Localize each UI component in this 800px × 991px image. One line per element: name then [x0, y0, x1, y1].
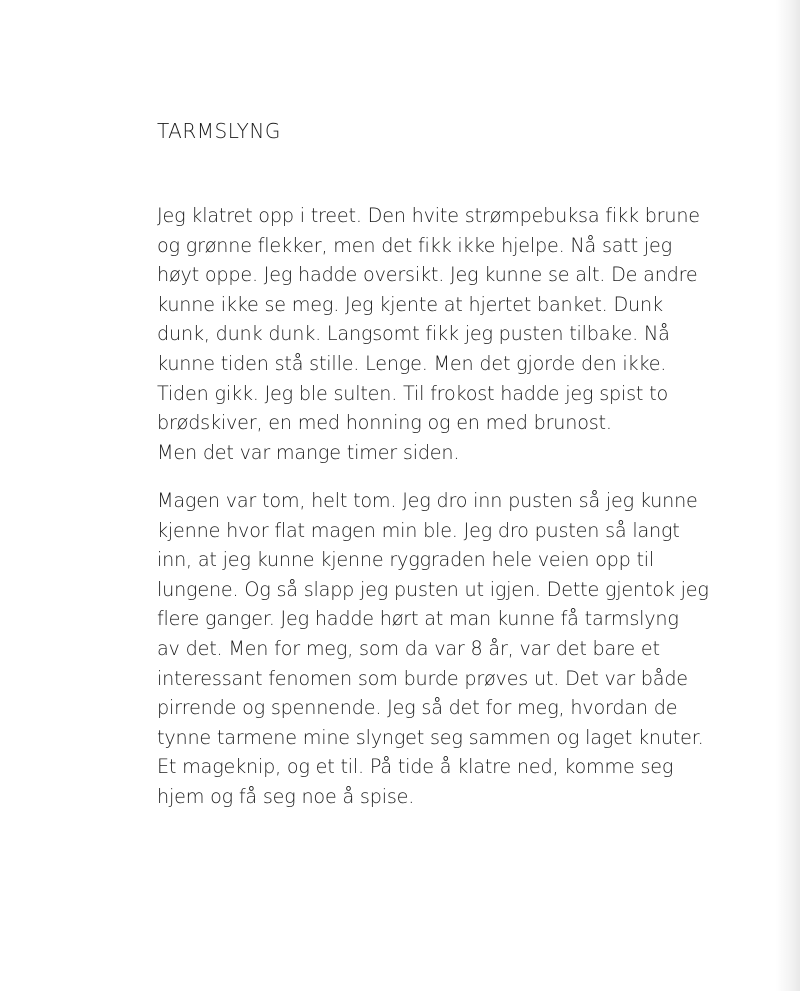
paragraph-1	[157, 201, 700, 467]
text-line: flere ganger. Jeg hadde hørt at man kunne få tarmslyng	[157, 607, 679, 631]
text-line: høyt oppe. Jeg hadde oversikt. Jeg kunne se alt. De andre	[157, 263, 698, 287]
text-line: kunne tiden stå stille. Lenge. Men det gjorde den ikke.	[157, 351, 667, 375]
paragraph-2	[157, 486, 709, 812]
text-line: hjem og få seg noe å spise.	[157, 784, 415, 808]
text-line: Men det var mange timer siden.	[157, 440, 460, 464]
text-line: lungene. Og så slapp jeg pusten ut igjen. Dette gjentok jeg	[157, 577, 709, 601]
text-line: av det. Men for meg, som da var 8 år, var det bare et	[157, 636, 660, 660]
text-line: og grønne flekker, men det fikk ikke hjelpe. Nå satt jeg	[157, 233, 672, 257]
text-line: kjenne hvor flat magen min ble. Jeg dro pusten så langt	[157, 518, 680, 542]
text-line: Tiden gikk. Jeg ble sulten. Til frokost hadde jeg spist to	[157, 381, 668, 405]
text-line: pirrende og spennende. Jeg så det for meg, hvordan de	[157, 696, 678, 720]
text-line: interessant fenomen som burde prøves ut. Det var både	[157, 666, 688, 690]
text-line: brødskiver, en med honning og en med brunost.	[157, 411, 612, 435]
text-line: tynne tarmene mine slynget seg sammen og laget knuter.	[157, 725, 704, 749]
text-line: Et mageknip, og et til. På tide å klatre ned, komme seg	[157, 755, 674, 779]
text-line: Magen var tom, helt tom. Jeg dro inn pusten så jeg kunne	[157, 489, 698, 512]
page-title: TARMSLYNG	[157, 119, 281, 143]
text-line: dunk, dunk dunk. Langsomt fikk jeg pusten tilbake. Nå	[157, 322, 670, 346]
text-line: inn, at jeg kunne kjenne ryggraden hele veien opp til	[157, 548, 655, 572]
text-line: Jeg klatret opp i treet. Den hvite strømpebuksa fikk brune	[157, 204, 700, 227]
text-line: kunne ikke se meg. Jeg kjente at hjertet banket. Dunk	[157, 292, 663, 316]
